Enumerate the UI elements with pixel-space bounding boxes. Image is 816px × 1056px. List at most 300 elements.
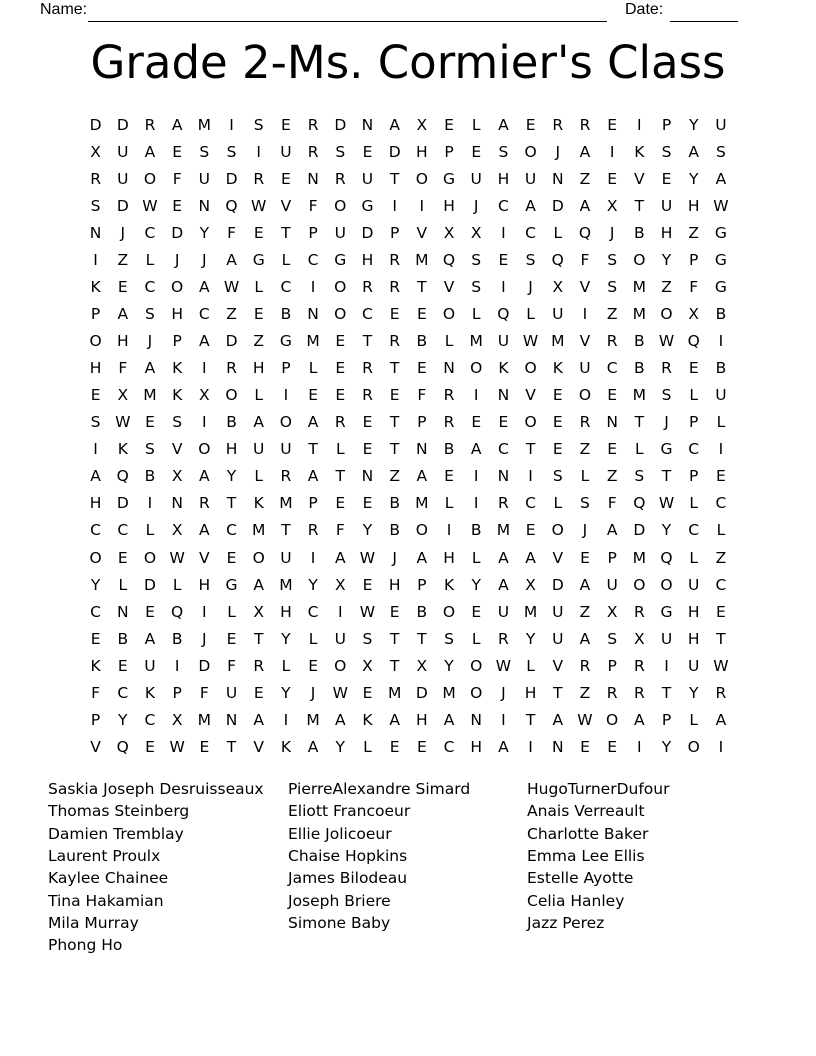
grid-letter: Y [118,710,128,729]
word-list-column-2 [288,778,470,934]
grid-letter: C [525,494,536,513]
grid-letter: E [335,494,346,513]
grid-letter: A [688,142,700,161]
grid-letter: Z [579,683,591,702]
grid-letter: O [334,305,347,324]
grid-letter: S [90,413,101,432]
grid-letter: F [172,169,182,188]
grid-letter: R [90,169,101,188]
word-list-item: Eliott Francoeur [288,802,411,821]
word-list-item: Estelle Ayotte [527,869,634,888]
grid-letter: I [609,142,615,161]
grid-letter: P [417,575,427,594]
grid-letter: A [117,305,129,324]
grid-letter: V [443,278,455,297]
grid-letter: E [90,386,101,405]
grid-letter: P [172,683,182,702]
grid-letter: R [253,169,265,188]
grid-letter: V [579,278,591,297]
grid-letter: E [607,115,618,134]
grid-letter: W [169,548,185,567]
grid-letter: O [415,521,428,540]
grid-letter: Z [579,169,591,188]
grid-letter: N [171,494,183,513]
grid-letter: B [389,521,400,540]
grid-letter: L [145,251,155,269]
grid-letter: O [524,142,537,161]
grid-letter: P [172,332,182,351]
grid-letter: U [497,332,510,351]
grid-letter: R [307,142,319,161]
grid-letter: S [552,467,563,486]
grid-letter: X [443,223,455,242]
grid-letter: T [281,521,291,540]
grid-letter: G [252,251,265,269]
grid-letter: U [117,142,129,161]
grid-letter: E [525,115,536,134]
grid-letter: Z [661,278,672,297]
grid-letter: S [607,278,618,297]
grid-letter: E [444,115,454,134]
grid-letter: H [116,332,129,351]
grid-letter: C [226,521,237,540]
grid-letter: V [253,737,265,756]
grid-letter: B [634,332,645,351]
grid-letter: U [688,656,700,675]
word-list-item: Ellie Jolicoeur [288,824,392,843]
grid-letter: B [634,223,645,242]
grid-letter: S [90,196,101,215]
grid-letter: S [444,629,454,648]
grid-letter: Q [171,602,184,621]
grid-letter: A [144,142,156,161]
grid-letter: J [120,223,126,242]
grid-letter: O [660,575,673,594]
grid-letter: K [443,575,455,594]
grid-letter: A [253,710,265,729]
grid-letter: P [689,251,699,269]
grid-letter: A [253,575,265,594]
grid-letter: C [715,494,727,513]
grid-letter: S [525,251,536,269]
puzzle-grid [82,112,735,761]
grid-letter: L [444,494,454,513]
grid-letter: P [689,467,699,486]
grid-letter: J [310,683,316,702]
grid-letter: R [715,683,727,702]
grid-letter: I [501,278,506,297]
grid-letter: I [310,278,316,297]
grid-letter: C [90,521,101,540]
grid-letter: M [442,683,456,702]
grid-letter: U [524,169,537,188]
grid-letter: L [281,656,291,675]
grid-letter: P [661,115,672,134]
grid-letter: Y [226,467,237,486]
grid-letter: I [718,332,724,351]
grid-letter: S [661,386,672,405]
grid-letter: V [634,169,645,188]
grid-letter: M [551,332,565,351]
grid-letter: O [551,521,564,540]
grid-letter: A [443,710,455,729]
grid-letter: O [415,169,428,188]
grid-letter: R [389,332,401,351]
grid-letter: A [498,575,509,594]
grid-letter: V [579,332,591,351]
grid-letter: Y [335,737,346,756]
grid-letter: S [607,629,618,648]
grid-letter: M [523,602,538,621]
grid-letter: S [661,142,672,161]
grid-letter: Y [199,223,210,242]
grid-letter: L [689,710,699,729]
grid-letter: Q [116,467,129,486]
grid-letter: S [471,251,482,269]
grid-letter: W [359,548,376,567]
grid-letter: C [688,521,700,540]
grid-letter: C [443,737,455,756]
grid-letter: X [688,305,700,324]
grid-letter: I [256,142,261,161]
grid-letter: H [198,575,211,594]
grid-letter: X [416,656,428,675]
grid-letter: L [716,413,726,432]
grid-letter: T [389,656,400,675]
grid-letter: I [473,386,479,405]
grid-letter: P [661,710,672,729]
grid-letter: Y [688,683,699,702]
grid-letter: W [577,710,593,729]
grid-letter: E [117,548,128,567]
grid-letter: D [415,683,428,702]
grid-letter: S [226,142,237,161]
grid-letter: T [661,683,672,702]
grid-letter: C [90,602,101,621]
grid-letter: R [144,115,156,134]
grid-letter: L [471,548,481,567]
grid-letter: E [117,656,128,675]
grid-letter: H [443,196,455,215]
grid-letter: Y [281,629,291,648]
grid-letter: L [471,629,481,648]
grid-letter: N [416,440,428,459]
grid-letter: Z [579,440,591,459]
grid-letter: Y [90,575,101,594]
grid-letter: A [416,467,428,486]
grid-letter: S [362,629,373,648]
grid-letter: E [552,386,563,405]
grid-letter: M [415,251,429,269]
grid-letter: W [713,196,729,215]
grid-letter: I [283,710,289,729]
grid-letter: T [716,629,726,648]
grid-letter: W [658,332,675,351]
grid-letter: M [306,710,320,729]
grid-letter: E [416,359,427,378]
grid-letter: H [470,737,483,756]
grid-letter: E [362,683,373,702]
grid-letter: E [607,169,618,188]
grid-letter: Q [225,196,238,215]
grid-letter: K [172,386,183,405]
grid-letter: Q [660,548,673,567]
grid-letter: X [171,521,183,540]
grid-letter: G [279,332,292,351]
grid-letter: Z [715,548,727,567]
grid-letter: U [552,629,564,648]
grid-letter: B [144,467,156,486]
grid-letter: G [361,196,374,215]
grid-letter: K [280,737,291,756]
grid-letter: C [280,278,292,297]
grid-letter: X [362,656,373,675]
grid-letter: P [607,656,617,675]
grid-letter: C [307,602,319,621]
grid-letter: E [172,142,183,161]
grid-letter: L [172,575,182,594]
word-list-item: Mila Murray [48,914,139,933]
grid-letter: U [606,575,618,594]
grid-letter: E [716,602,726,621]
grid-letter: R [307,115,319,134]
grid-letter: C [362,305,373,324]
grid-letter: G [660,602,673,621]
grid-letter: I [501,223,506,242]
grid-letter: I [582,305,588,324]
grid-letter: U [280,142,292,161]
grid-letter: I [147,494,153,513]
grid-letter: R [579,115,591,134]
grid-letter: I [202,359,207,378]
grid-letter: W [332,683,348,702]
grid-letter: L [308,359,318,378]
grid-letter: X [253,602,265,621]
grid-letter: N [225,710,238,729]
grid-letter: M [197,115,212,134]
grid-letter: H [225,440,238,459]
grid-letter: F [417,386,427,405]
grid-letter: E [471,142,482,161]
grid-letter: Y [688,169,699,188]
grid-letter: A [199,521,210,540]
grid-letter: C [144,278,156,297]
grid-letter: O [633,575,646,594]
grid-letter: L [716,521,726,540]
grid-letter: Z [579,602,591,621]
grid-letter: H [660,223,673,242]
grid-letter: B [416,332,428,351]
grid-letter: C [117,521,129,540]
grid-letter: T [226,494,237,513]
grid-letter: U [552,602,564,621]
grid-letter: Y [444,656,454,675]
grid-letter: I [310,548,316,567]
grid-letter: E [362,440,373,459]
grid-letter: A [715,169,727,188]
grid-letter: E [253,305,264,324]
grid-letter: T [389,440,400,459]
grid-letter: U [280,548,292,567]
grid-letter: M [632,278,647,297]
grid-letter: K [172,359,183,378]
grid-letter: F [91,683,101,702]
grid-letter: X [470,223,482,242]
grid-letter: T [362,332,373,351]
grid-letter: T [389,359,400,378]
grid-letter: G [225,575,238,594]
grid-letter: O [89,332,102,351]
grid-letter: T [226,737,237,756]
grid-letter: L [118,575,128,594]
grid-letter: X [117,386,129,405]
grid-letter: A [525,548,536,567]
grid-letter: Q [497,305,510,324]
grid-letter: U [361,169,374,188]
word-list-item: HugoTurnerDufour [527,780,670,798]
grid-letter: N [116,602,129,621]
grid-letter: V [552,548,564,567]
grid-letter: L [471,115,481,134]
grid-letter: O [252,548,265,567]
word-list-item: Emma Lee Ellis [527,847,645,866]
grid-letter: L [526,656,535,675]
grid-letter: E [172,196,183,215]
grid-letter: B [171,629,183,648]
grid-letter: O [606,710,619,729]
grid-letter: L [689,386,699,405]
grid-letter: E [389,386,400,405]
grid-letter: Y [661,737,672,756]
grid-letter: O [470,656,483,675]
grid-letter: R [362,278,373,297]
grid-letter: L [335,440,345,459]
grid-letter: N [307,169,319,188]
grid-letter: A [389,710,400,729]
grid-letter: E [335,386,346,405]
grid-letter: C [307,251,319,269]
grid-letter: C [497,196,509,215]
grid-letter: A [498,548,509,567]
grid-letter: W [223,278,240,297]
grid-letter: O [633,251,646,269]
grid-letter: U [497,602,510,621]
grid-letter: R [198,494,210,513]
grid-letter: T [417,629,427,648]
grid-letter: X [606,196,618,215]
grid-letter: M [496,521,511,540]
grid-letter: A [416,548,428,567]
word-list-item: Tina Hakamian [48,891,164,910]
grid-letter: L [308,629,318,648]
grid-letter: U [688,575,700,594]
grid-letter: S [580,494,590,513]
grid-letter: U [253,440,265,459]
grid-letter: L [227,602,236,621]
grid-letter: A [334,710,346,729]
grid-letter: S [715,142,726,161]
grid-letter: A [199,332,210,351]
grid-letter: T [335,467,346,486]
grid-letter: U [117,169,129,188]
grid-letter: H [252,359,265,378]
grid-letter: B [117,629,129,648]
grid-letter: O [578,386,592,405]
grid-letter: E [444,467,454,486]
grid-letter: G [714,223,727,242]
grid-letter: O [198,440,211,459]
grid-letter: A [498,737,509,756]
grid-letter: S [607,251,618,269]
grid-letter: A [552,710,564,729]
grid-letter: R [633,602,645,621]
word-list-item: Phong Ho [48,936,123,955]
grid-letter: D [89,115,102,134]
grid-letter: E [416,737,427,756]
grid-letter: O [687,737,700,756]
grid-letter: M [632,305,647,324]
grid-letter: C [117,683,129,702]
grid-letter: C [525,223,536,242]
grid-letter: K [498,359,509,378]
grid-letter: T [389,169,400,188]
word-list-item: Simone Baby [288,914,391,933]
grid-letter: R [253,656,265,675]
grid-letter: B [715,359,727,378]
grid-letter: H [443,548,455,567]
grid-letter: D [551,196,564,215]
grid-letter: O [334,656,347,675]
grid-letter: F [607,494,617,513]
grid-letter: P [689,413,699,432]
grid-letter: O [334,196,347,215]
grid-letter: T [553,683,563,702]
grid-letter: L [553,494,563,513]
grid-letter: N [551,169,564,188]
word-list-column-1 [48,778,264,957]
grid-letter: S [145,305,155,324]
grid-letter: A [199,278,210,297]
grid-letter: O [660,305,673,324]
grid-letter: I [392,196,397,215]
grid-letter: E [117,278,128,297]
grid-letter: E [607,737,618,756]
grid-letter: C [497,440,509,459]
grid-letter: C [715,575,727,594]
grid-letter: M [197,710,212,729]
grid-letter: Q [578,223,592,242]
grid-letter: A [307,467,319,486]
grid-letter: U [715,386,727,405]
grid-letter: M [306,332,320,351]
grid-letter: U [552,305,564,324]
grid-letter: F [227,656,236,675]
grid-letter: R [362,386,373,405]
grid-letter: Q [551,251,564,269]
grid-letter: M [252,521,266,540]
word-list-item: Charlotte Baker [527,824,649,843]
grid-letter: N [443,359,455,378]
grid-letter: Q [116,737,129,756]
grid-letter: U [579,359,591,378]
grid-letter: V [525,386,536,405]
grid-letter: D [116,494,129,513]
grid-letter: J [147,332,153,351]
grid-letter: A [307,737,319,756]
grid-letter: L [254,467,264,486]
grid-letter: E [253,223,264,242]
grid-letter: E [498,251,509,269]
